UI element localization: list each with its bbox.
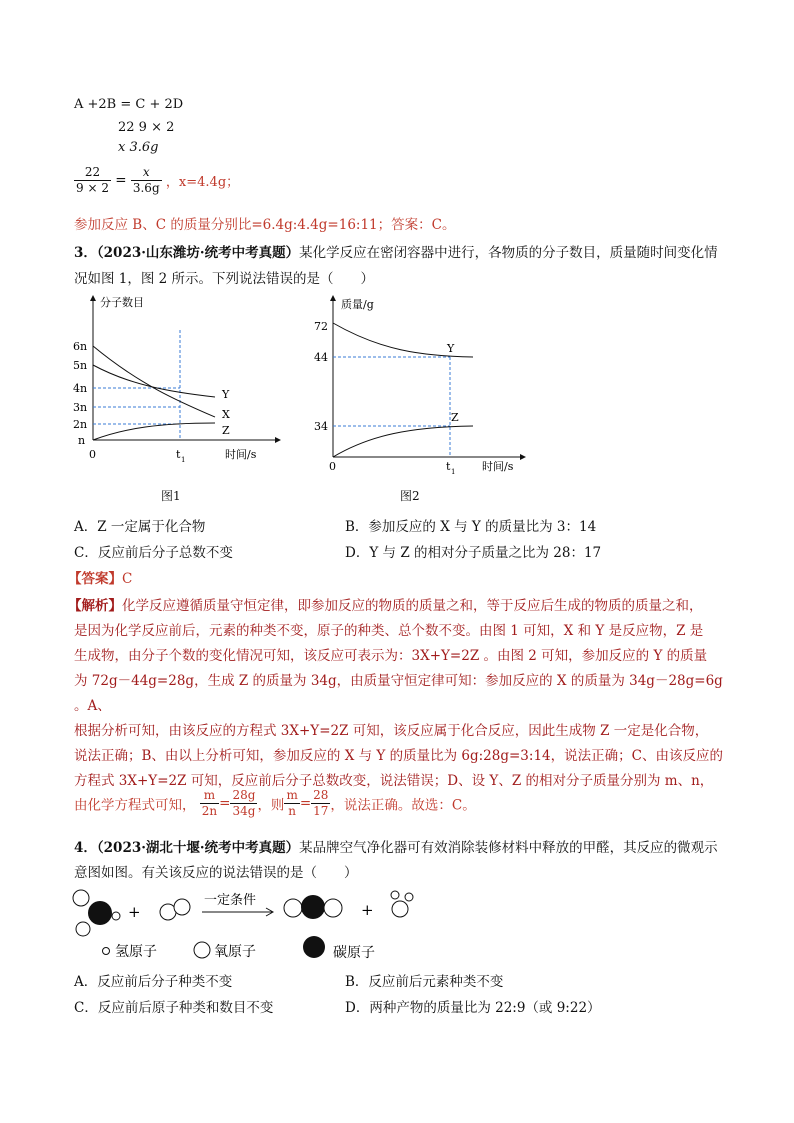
q3-analysis: 【解析】化学反应遵循质量守恒定律，即参加反应的物质的质量之和，等于反应后生成的物质的质量之和， 是因为化学反应前后，元素的种类不变，原子的种类、总个数不变。由图 1 可知，X 和 Y 是反应物，Z 是 生成物，由分子个数的变化情况可知，该反应可表示为：3X+Y=2Z 。由图 2 可知，参加反应的 Y 的质量 为 72g－44g=28g，生成 Z 的质量为 34g，由质量守恒定律可知：参加反应的 X 的质量为 34g－28g=6g 。A、 根据分析可知，由该反应的方程式 3X+Y=2Z 可知，该反应属于化合反应，因此生成物 Z 一定是化合物， 说法正确；B、由以上分析可知，参加反应的 X 与 Y 的质量比为 6g:28g=3:14，说法正确；C、由该反应的 方程式 3X+Y=2Z 可知，反应前后分子总数改变，说法错误；D、设 Y、Z 的相对分子质量分别为 m、n， bbox=[68, 598, 723, 789]
fig1-t1: t bbox=[176, 448, 181, 461]
q3-option-c: C．反应前后分子总数不变 bbox=[74, 545, 233, 561]
oxygen-legend-icon bbox=[194, 942, 210, 958]
fig2-ylabel: 质量/g bbox=[341, 298, 374, 311]
fig2-ytick-34: 34 bbox=[314, 420, 328, 433]
fig1-label-z: Z bbox=[222, 424, 230, 437]
fig2-t1: t bbox=[446, 460, 451, 473]
question-3-stem-2: 况如图 1，图 2 所示。下列说法错误的是（ ） bbox=[74, 271, 375, 287]
fig2-t1-sub: 1 bbox=[451, 468, 456, 475]
fig1-label-x: X bbox=[222, 408, 230, 421]
equals-sign: = bbox=[115, 172, 127, 189]
q3-analysis-last: 由化学方程式可知， $\frac{m}{2n}$ = $\frac{28g}{34g}$ ，则 $\frac{m}{n}$ = $\frac{28}{17}$ ，说法正确。故选：C。 bbox=[74, 788, 476, 818]
carbon-legend-icon bbox=[303, 936, 325, 958]
fig2-label-y: Y bbox=[447, 342, 455, 355]
reaction-diagram bbox=[68, 885, 428, 965]
q3-answer: 【答案】C bbox=[68, 571, 133, 587]
q4-option-a: A．反应前后分子种类不变 bbox=[74, 974, 233, 990]
oxygen-molecule bbox=[160, 899, 190, 920]
plus-1: + bbox=[128, 903, 141, 921]
fig1-ytick-4n: 4n bbox=[73, 382, 88, 395]
q4-option-d: D．两种产物的质量比为 22:9（或 9:22） bbox=[345, 1000, 601, 1016]
co2-molecule bbox=[284, 895, 342, 919]
curve-y bbox=[93, 365, 215, 397]
legend-oxygen: 氧原子 bbox=[214, 944, 256, 960]
q3-option-a: A．Z 一定属于化合物 bbox=[74, 519, 206, 535]
condition-label: 一定条件 bbox=[204, 893, 257, 908]
figure-2-caption: 图2 bbox=[400, 489, 420, 503]
legend-carbon: 碳原子 bbox=[333, 945, 375, 961]
fig1-label-y: Y bbox=[222, 388, 230, 401]
fig2-ytick-44: 44 bbox=[314, 351, 328, 364]
hydrogen-legend-icon bbox=[103, 948, 110, 955]
fig1-xlabel: 时间/s bbox=[225, 448, 257, 461]
fig1-t1-sub: 1 bbox=[181, 456, 186, 464]
q4-option-b: B．反应前后元素种类不变 bbox=[345, 974, 504, 990]
q4-option-c: C．反应前后原子种类和数目不变 bbox=[74, 1000, 274, 1016]
curve-x bbox=[93, 346, 215, 417]
q3-option-d: D．Y 与 Z 的相对分子质量之比为 28：17 bbox=[345, 545, 602, 561]
legend-hydrogen: 氢原子 bbox=[115, 944, 157, 960]
equation: A +2B = C + 2D bbox=[74, 97, 184, 112]
equation-row-2: x 3.6g bbox=[118, 140, 159, 155]
fig1-ylabel: 分子数目 bbox=[100, 296, 144, 309]
fig1-ytick-2n: 2n bbox=[73, 418, 88, 431]
figure-1-caption: 图1 bbox=[161, 489, 181, 503]
fig1-ytick-n: n bbox=[78, 434, 86, 447]
fig1-ytick-5n: 5n bbox=[73, 359, 88, 372]
figure-1-chart bbox=[70, 290, 290, 475]
fraction-right: $\frac{x}{3.6g}$ bbox=[132, 165, 160, 195]
question-4-stem-2: 意图如图。有关该反应的说法错误的是（ ） bbox=[74, 865, 358, 881]
fig1-origin: 0 bbox=[89, 448, 96, 461]
question-3-stem: 3．（2023·山东潍坊·统考中考真题）某化学反应在密闭容器中进行，各物质的分子数目，质量随时间变化情 bbox=[74, 245, 718, 261]
fig1-ytick-6n: 6n bbox=[73, 340, 88, 353]
formaldehyde-molecule bbox=[73, 890, 120, 936]
fig2-ytick-72: 72 bbox=[314, 320, 328, 333]
result-text: ，x=4.4g； bbox=[165, 175, 240, 190]
equation-row-1: 22 9 × 2 bbox=[118, 120, 175, 135]
conclusion: 参加反应 B、C 的质量分别比=6.4g:4.4g=16:11；答案：C。 bbox=[74, 217, 456, 233]
curve-z2 bbox=[333, 426, 473, 457]
question-4-stem: 4．（2023·湖北十堰·统考中考真题）某品牌空气净化器可有效消除装修材料中释放的甲醛，其反应的微观示 bbox=[74, 840, 718, 856]
curve-z bbox=[93, 423, 215, 440]
fraction-left: $\frac{22}{9 \times 2}$ bbox=[76, 165, 109, 195]
fig2-xlabel: 时间/s bbox=[482, 460, 514, 473]
fig1-ytick-3n: 3n bbox=[73, 401, 88, 414]
fig2-label-z: Z bbox=[451, 411, 459, 424]
figure-2-chart bbox=[310, 290, 535, 475]
proportion bbox=[74, 165, 239, 196]
q3-option-b: B．参加反应的 X 与 Y 的质量比为 3：14 bbox=[345, 519, 597, 535]
plus-2: + bbox=[361, 901, 374, 919]
fig2-origin: 0 bbox=[329, 460, 336, 473]
water-molecule bbox=[391, 891, 413, 917]
